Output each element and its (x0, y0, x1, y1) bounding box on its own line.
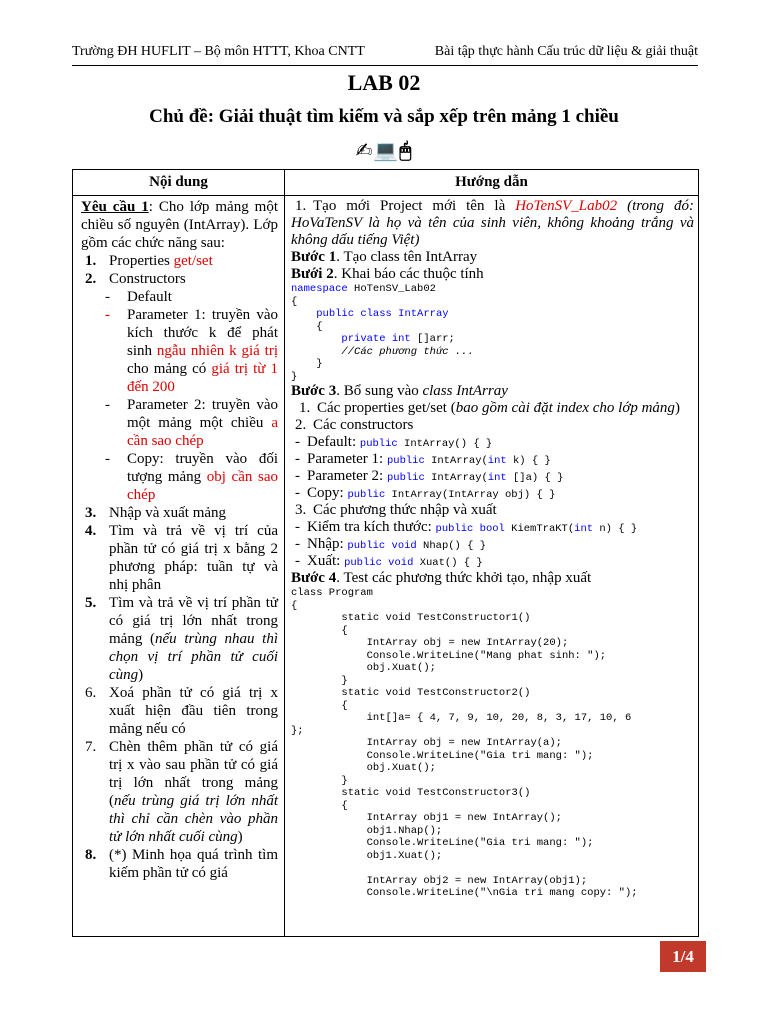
content-table (72, 169, 699, 937)
code-line: Console.WriteLine("Gia tri mang: "); (291, 837, 594, 849)
code-line (291, 862, 694, 875)
page-header (72, 40, 698, 66)
sub-item: - Parameter 1: truyền vào kích thước k để phát sinh ngẫu nhiên k giá trị cho mảng có giá trị từ 1 đến 200 (105, 307, 278, 395)
code-block-program (291, 587, 694, 900)
step-1: Bước 1. Tạo class tên IntArray (291, 249, 478, 265)
constructor-copy: - Copy: public IntArray(IntArray obj) { } (295, 485, 556, 501)
code-line: } (291, 774, 348, 787)
method-input: - Nhập: public void Nhap() { } (295, 536, 487, 552)
sub-item: - Parameter 2: truyền vào một mảng một chiều a cần sao chép (105, 397, 278, 449)
code-line: int[]a= { 4, 7, 9, 10, 20, 8, 3, 17, 10, 6 (291, 712, 632, 724)
code-line: static void TestConstructor1() (291, 612, 531, 624)
list-item: 2. Constructors (85, 271, 186, 287)
guide-cell (285, 196, 699, 937)
code-line: obj1.Xuat(); (291, 849, 443, 862)
code-line: obj.Xuat(); (291, 662, 436, 674)
list-item: 4. Tìm và trả về vị trí của phần tử có giá trị x bằng 2 phương pháp: tuần tự và nhị phân (85, 523, 278, 593)
code-line: static void TestConstructor3() (291, 787, 531, 799)
page-title: LAB 02 (347, 70, 421, 95)
header-left: Trường ĐH HUFLIT – Bộ môn HTTT, Khoa CNTT (72, 44, 365, 59)
code-line: { (291, 799, 348, 812)
constructor-param1: - Parameter 1: public IntArray(int k) { } (295, 451, 551, 467)
list-item: 2. Các constructors (295, 417, 414, 433)
header-right: Bài tập thực hành Cấu trúc dữ liệu & giải thuật (434, 44, 698, 59)
list-item: 8. (*) Minh họa quá trình tìm kiếm phần tử có giá (85, 847, 278, 881)
code-line: obj.Xuat(); (291, 762, 436, 774)
code-line: IntArray obj = new IntArray(a); (291, 737, 562, 749)
list-item: 1. Properties get/set (85, 253, 213, 269)
code-line: Console.WriteLine("Mang phat sinh: "); (291, 649, 607, 662)
constructor-default: - Default: public IntArray() { } (295, 434, 493, 450)
writing-computer-mouse-icon: ✍💻🖱 (355, 138, 413, 162)
page-number: 1/4 (660, 941, 706, 972)
list-item: 5. Tìm và trả về vị trí phần tử có giá trị lớn nhất trong mảng (nếu trùng nhau thì chọn vị trí phần tử cuối cùng) (85, 595, 279, 683)
step-3: Bước 3. Bổ sung vào class IntArray (291, 383, 508, 399)
step-2: Bưới 2. Khai báo các thuộc tính (291, 266, 484, 282)
method-output: - Xuất: public void Xuat() { } (295, 553, 483, 569)
list-item: 3. Các phương thức nhập và xuất (295, 502, 497, 518)
content-cell (73, 196, 285, 937)
code-line: Console.WriteLine("\nGia tri mang copy: "); (291, 887, 638, 899)
code-block-declaration: namespace HoTenSV_Lab02 { public class IntArray { private int []arr; //Các phương thức ... } } (291, 283, 474, 383)
list-item: 7. Chèn thêm phần tử có giá trị x vào sau phần tử có giá trị lớn nhất trong mảng (nếu trùng giá trị lớn nhất thì chỉ cần chèn vào phần tử lớn nhất cuối cùng) (85, 739, 278, 845)
constructor-param2: - Parameter 2: public IntArray(int []a) { } (295, 468, 564, 484)
list-item: 6. Xoá phần tử có giá trị x xuất hiện đầu tiên trong mảng nếu có (85, 685, 278, 737)
code-line: class Program (291, 587, 373, 599)
code-line: { (291, 699, 348, 712)
list-item: 1. Các properties get/set (bao gồm cài đặt index cho lớp mảng) (299, 400, 680, 416)
step-project: 1. Tạo mới Project mới tên là HoTenSV_Lab02 (trong đó: HoVaTenSV là họ và tên của sinh viên, không khoảng trắng và không dấu tiếng Việt) (291, 198, 694, 248)
method-check-size: - Kiểm tra kích thước: public bool KiemTraKT(int n) { } (295, 519, 638, 535)
requirement-intro: Yêu cầu 1: Cho lớp mảng một chiều số nguyên (IntArray). Lớp gồm các chức năng sau: (81, 199, 278, 251)
col-header-content: Nội dung (73, 170, 285, 196)
code-line: IntArray obj2 = new IntArray(obj1); (291, 874, 588, 887)
code-line: obj1.Nhap(); (291, 824, 443, 837)
code-line: IntArray obj = new IntArray(20); (291, 637, 569, 649)
code-line: IntArray obj1 = new IntArray(); (291, 812, 562, 824)
code-line: }; (291, 724, 304, 737)
code-line: Console.WriteLine("Gia tri mang: "); (291, 749, 594, 762)
page-subtitle: Chủ đề: Giải thuật tìm kiếm và sắp xếp trên mảng 1 chiều (149, 106, 619, 127)
code-line: { (291, 599, 298, 612)
code-line: static void TestConstructor2() (291, 687, 531, 699)
code-line: } (291, 674, 348, 687)
list-item: 3. Nhập và xuất mảng (85, 505, 227, 521)
sub-item: - Copy: truyền vào đối tượng mảng obj cần sao chép (105, 451, 278, 503)
step-4: Bước 4. Test các phương thức khởi tạo, nhập xuất (291, 570, 592, 586)
code-line: { (291, 624, 348, 637)
col-header-guide: Hướng dẫn (285, 170, 699, 196)
sub-item: - Default (105, 289, 172, 305)
